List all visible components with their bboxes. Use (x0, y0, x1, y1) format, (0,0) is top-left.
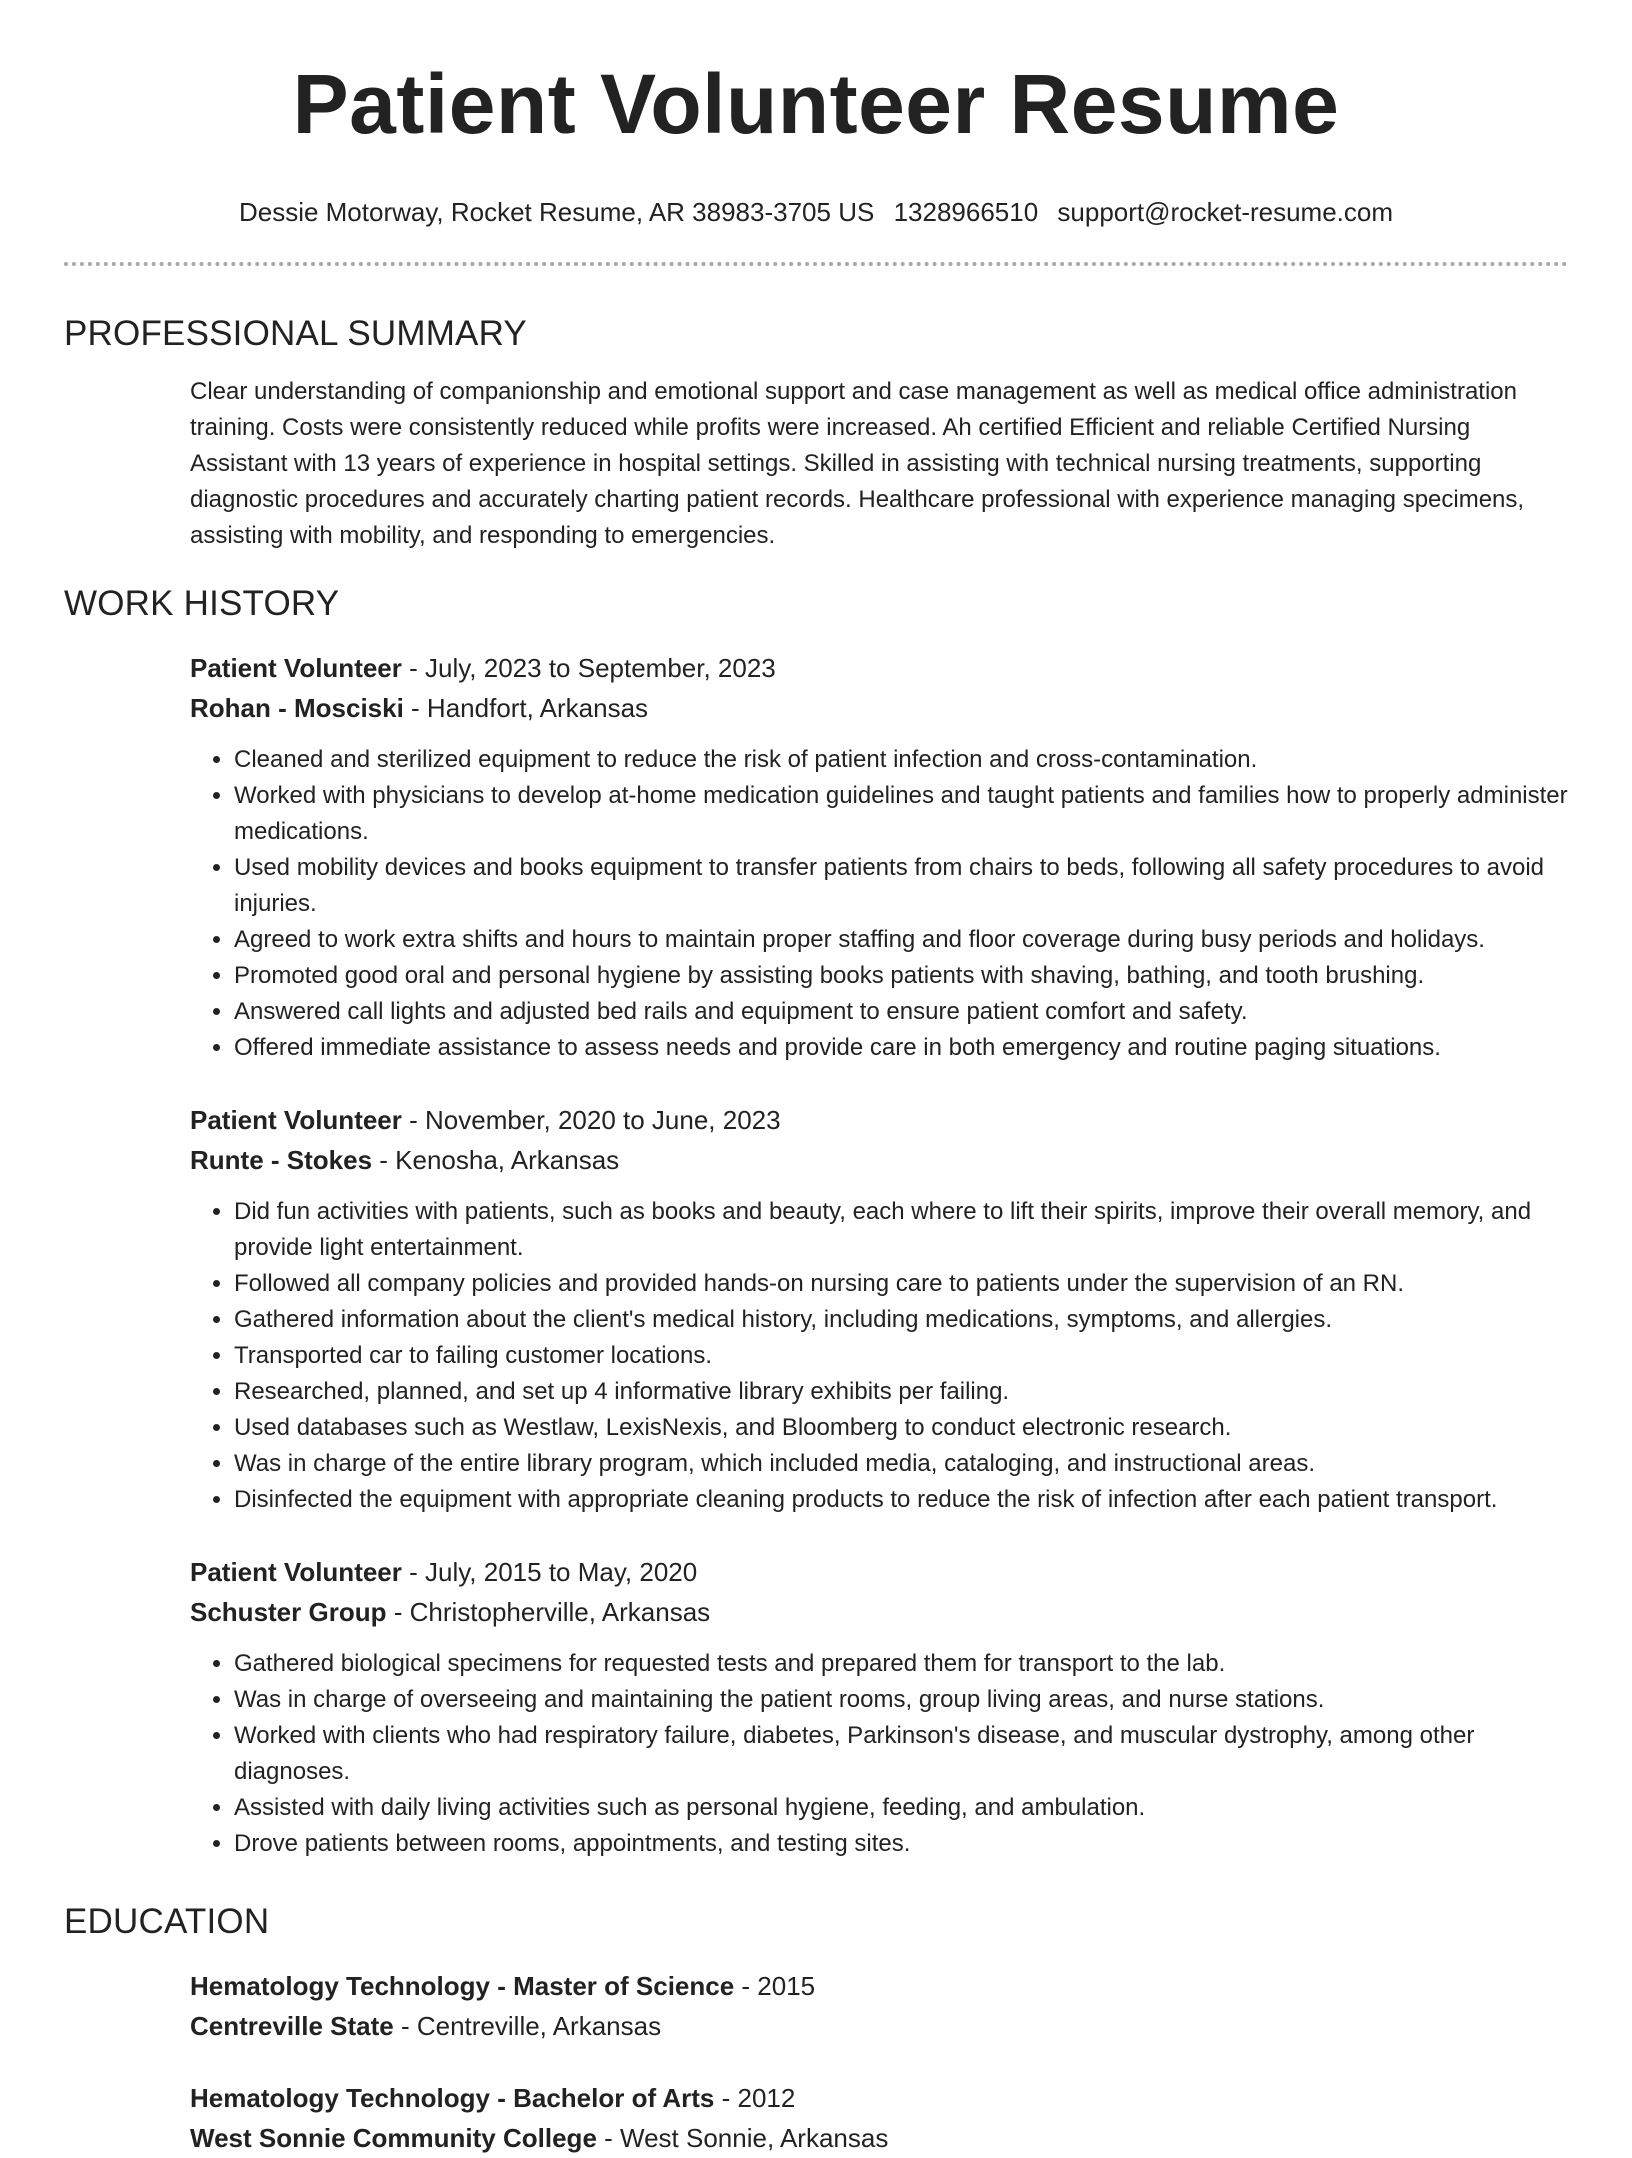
summary-text: Clear understanding of companionship and emotional support and case management as well as medical office administration training. Costs were consistently reduced while profits were increased. Ah certified Efficient and reliable Certified Nursing Assistant with 13 years of experience in hospital settings. Skilled in assisting with technical nursing treatments, supporting diagnostic procedures and accurately charting patient records. Healthcare professional with experience managing specimens, assisting with mobility, and responding to emergencies. (190, 378, 1525, 549)
job-title-line (190, 648, 1568, 688)
contact-info (64, 196, 1568, 228)
job-title-line (190, 1100, 1568, 1140)
job-entry (190, 648, 1568, 1066)
job-bullet: • Worked with physicians to develop at-home medication guidelines and taught patients and families how to properly administer medications. (234, 778, 1568, 850)
job-company: Runte - Stokes (190, 1145, 373, 1175)
job-entry (190, 1552, 1568, 1862)
job-location: - Christopherville, Arkansas (386, 1597, 711, 1627)
job-title-line (190, 1552, 1568, 1592)
job-entry (190, 1100, 1568, 1518)
job-title: Patient Volunteer (190, 653, 402, 683)
job-company-line (190, 1140, 1568, 1180)
job-bullet: • Drove patients between rooms, appointments, and testing sites. (234, 1826, 1568, 1862)
job-bullets (190, 1646, 1568, 1862)
job-bullet: • Promoted good oral and personal hygiene by assisting books patients with shaving, bathing, and tooth brushing. (234, 958, 1568, 994)
job-bullet: • Gathered biological specimens for requested tests and prepared them for transport to the lab. (234, 1646, 1568, 1682)
work-history-heading: WORK HISTORY (64, 584, 340, 623)
education-degree: Hematology Technology - Bachelor of Arts (190, 2083, 715, 2113)
job-dates: - July, 2015 to May, 2020 (401, 1557, 698, 1587)
job-bullet: • Offered immediate assistance to assess needs and provide care in both emergency and routine paging situations. (234, 1030, 1568, 1066)
education-entry (190, 1966, 1568, 2046)
education-school-line (190, 2118, 1568, 2158)
job-bullet: • Cleaned and sterilized equipment to reduce the risk of patient infection and cross-contamination. (234, 742, 1568, 778)
job-bullet: • Gathered information about the client's medical history, including medications, symptoms, and allergies. (234, 1302, 1568, 1338)
job-bullet: • Answered call lights and adjusted bed rails and equipment to ensure patient comfort and safety. (234, 994, 1568, 1030)
education-year: - 2012 (714, 2083, 796, 2113)
contact-phone: 1328966510 (893, 197, 1039, 227)
job-bullet: • Used databases such as Westlaw, LexisNexis, and Bloomberg to conduct electronic research. (234, 1410, 1568, 1446)
education-degree-line (190, 2078, 1568, 2118)
education-location: - Centreville, Arkansas (393, 2011, 662, 2041)
summary-heading: PROFESSIONAL SUMMARY (64, 314, 527, 353)
job-bullet: • Used mobility devices and books equipment to transfer patients from chairs to beds, following all safety procedures to avoid injuries. (234, 850, 1568, 922)
job-bullet: • Assisted with daily living activities such as personal hygiene, feeding, and ambulation. (234, 1790, 1568, 1826)
education-degree: Hematology Technology - Master of Science (190, 1971, 735, 2001)
education-school: Centreville State (190, 2011, 394, 2041)
job-bullet: • Transported car to failing customer locations. (234, 1338, 1568, 1374)
job-company: Schuster Group (190, 1597, 387, 1627)
page-title: Patient Volunteer Resume (292, 57, 1340, 151)
education-school: West Sonnie Community College (190, 2123, 597, 2153)
job-bullet: • Did fun activities with patients, such as books and beauty, each where to lift their spirits, improve their overall memory, and provide light entertainment. (234, 1194, 1568, 1266)
contact-address: Dessie Motorway, Rocket Resume, AR 38983-3705 US (238, 197, 875, 227)
job-bullet: • Agreed to work extra shifts and hours to maintain proper staffing and floor coverage during busy periods and holidays. (234, 922, 1568, 958)
job-bullet: • Worked with clients who had respiratory failure, diabetes, Parkinson's disease, and muscular dystrophy, among other diagnoses. (234, 1718, 1568, 1790)
education-degree-line (190, 1966, 1568, 2006)
job-bullets (190, 742, 1568, 1066)
job-title: Patient Volunteer (190, 1557, 402, 1587)
job-bullets (190, 1194, 1568, 1518)
job-bullet: • Was in charge of overseeing and maintaining the patient rooms, group living areas, and nurse stations. (234, 1682, 1568, 1718)
job-location: - Handfort, Arkansas (403, 693, 649, 723)
education-year: - 2015 (734, 1971, 816, 2001)
job-company-line (190, 1592, 1568, 1632)
education-location: - West Sonnie, Arkansas (596, 2123, 889, 2153)
education-entry (190, 2078, 1568, 2158)
job-bullet: • Researched, planned, and set up 4 informative library exhibits per failing. (234, 1374, 1568, 1410)
job-dates: - November, 2020 to June, 2023 (401, 1105, 781, 1135)
job-company-line (190, 688, 1568, 728)
education-school-line (190, 2006, 1568, 2046)
education-heading: EDUCATION (64, 1902, 270, 1941)
header-divider (64, 262, 1568, 266)
job-bullet: • Disinfected the equipment with appropriate cleaning products to reduce the risk of infection after each patient transport. (234, 1482, 1568, 1518)
job-bullet: • Was in charge of the entire library program, which included media, cataloging, and instructional areas. (234, 1446, 1568, 1482)
job-title: Patient Volunteer (190, 1105, 402, 1135)
job-bullet: • Followed all company policies and provided hands-on nursing care to patients under the supervision of an RN. (234, 1266, 1568, 1302)
job-company: Rohan - Mosciski (190, 693, 404, 723)
contact-email: support@rocket-resume.com (1057, 197, 1394, 227)
job-dates: - July, 2023 to September, 2023 (401, 653, 776, 683)
job-location: - Kenosha, Arkansas (372, 1145, 620, 1175)
